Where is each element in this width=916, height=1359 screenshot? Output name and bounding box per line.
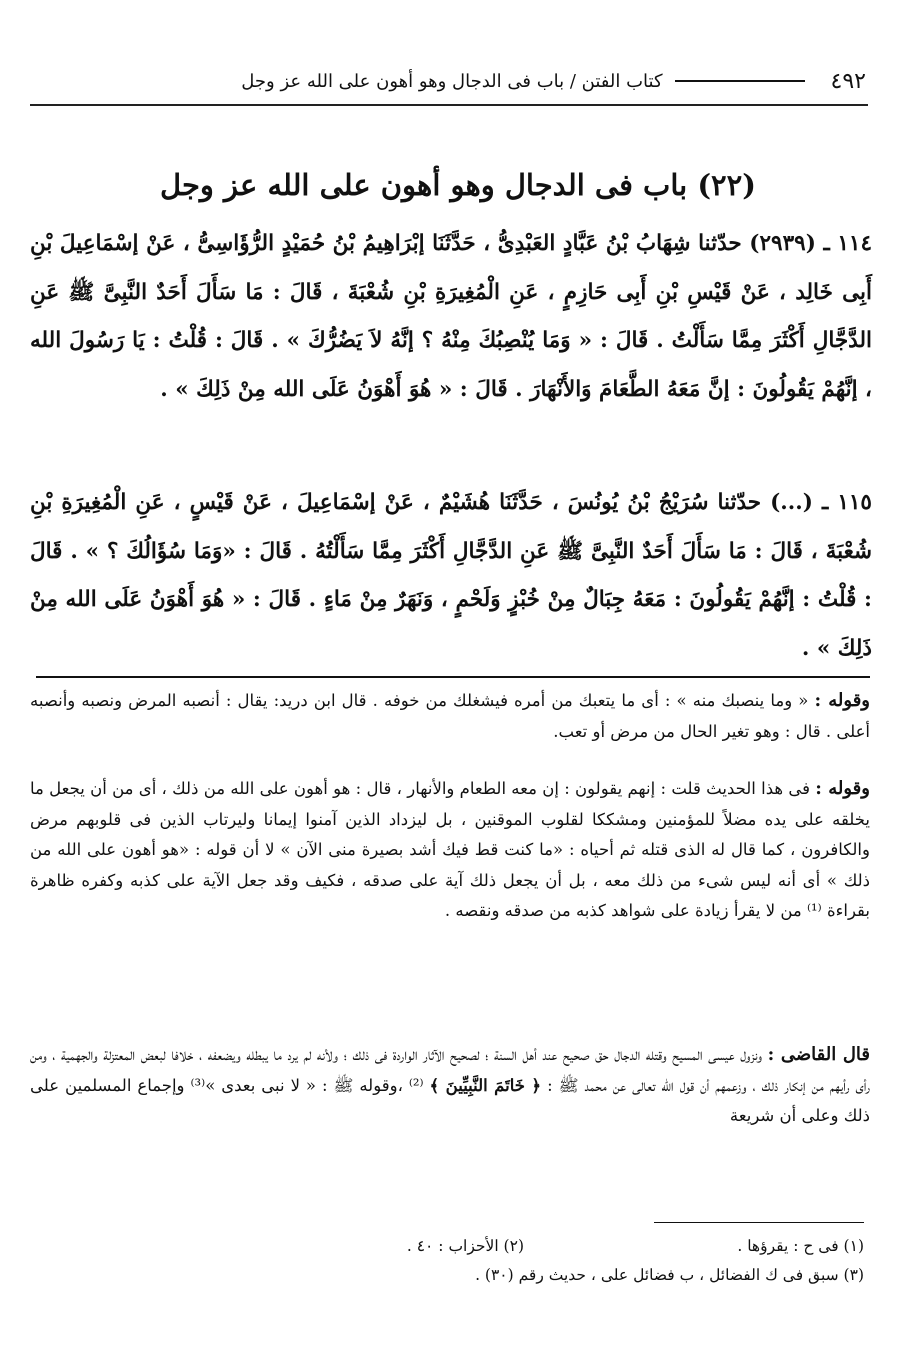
hadith-114 xyxy=(30,220,872,414)
header-divider xyxy=(30,104,868,106)
commentary-paragraph xyxy=(30,1040,870,1132)
commentary-text: فى هذا الحديث قلت : إنهم يقولون : إن معه الطعام والأنهار ، قال : هو أهون على الله من ذلك ، أى من أن يجعل ما يخلقه على يده مضلاً للمؤمنين ومشككا لقلوب الموقنين ، بل ليزداد الذين آمنوا إيمانا وليرتاب الذين فى قلوبهم مرض والكافرون ، كما قال له الذى قتله ثم أحياه : «ما كنت قط فيك أشد بصيرة منى الآن » لا أن قوله : «هو أهون على الله من ذلك » أى أنه ليس شىء من ذلك معه ، بل أن يجعل ذلك آية على صدقه ، فكيف وقد جعل الآية على كذبه وكفره ظاهرة بقراءة ⁽¹⁾ من لا يقرأ زيادة على شواهد كذبه من صدقه ونقصه . xyxy=(30,779,870,921)
commentary-lead: وقوله : xyxy=(815,778,870,799)
commentary-lead: قال القاضى : xyxy=(767,1044,870,1065)
quran-quote: ﴿ خَاتَمَ النَّبِيِّينَ ﴾ xyxy=(429,1075,542,1095)
hadith-115 xyxy=(30,479,872,673)
commentary-paragraph xyxy=(30,686,870,747)
footnote-2: (٢) الأحزاب : ٤٠ . xyxy=(406,1237,524,1255)
header-dash-rule xyxy=(675,80,805,82)
footnote-3: (٣) سبق فى ك الفضائل ، ب فضائل على ، حديث رقم (٣٠) . xyxy=(475,1266,864,1284)
page-number: ٤٩٢ xyxy=(830,68,866,94)
hadith-text: (٢٩٣٩) حدّثنا شِهَابُ بْنُ عَبَّادٍ العَبْدِىُّ ، حَدَّثَنَا إبْرَاهِيمُ بْنُ حُمَيْدٍ الرُّؤَاسِىُّ ، عَنْ إسْمَاعِيلَ بْنِ أَبِى خَالِد ، عَنْ قَيْسِ بْنِ أَبِى حَازِمٍ ، عَنِ الْمُغِيرَةِ بْنِ شُعْبَةَ ، قَالَ : مَا سَأَلَ أَحَدٌ النَّبِىَّ ﷺ عَنِ الدَّجَّالِ أَكْثَرَ مِمَّا سَأَلْتُ . قَالَ : « وَمَا يُنْصِبُكَ مِنْهُ ؟ إنَّهُ لاَ يَضُرُّكَ » . قَالَ : قُلْتُ : يَا رَسُولَ الله ، إنَّهُمْ يَقُولُونَ : إنَّ مَعَهُ الطَّعَامَ وَالأَنْهَارَ . قَالَ : « هُوَ أَهْوَنُ عَلَى الله مِنْ ذَلِكَ » . xyxy=(30,231,872,402)
footnote-row xyxy=(40,1261,864,1290)
hadith-number: ١١٤ ـ xyxy=(823,231,872,256)
commentary-lead: وقوله : xyxy=(814,690,870,711)
hadith-text: (...) حدّثنا سُرَيْجُ بْنُ يُونُسَ ، حَدَّثَنَا هُشَيْمٌ ، عَنْ إسْمَاعِيلَ ، عَنْ قَيْسٍ ، عَنِ الْمُغِيرَةِ بْنِ شُعْبَةَ ، قَالَ : مَا سَأَلَ أَحَدٌ النَّبِىَّ ﷺ عَنِ الدَّجَّالِ أَكْثَرَ مِمَّا سَأَلْتُهُ . قَالَ : «وَمَا سُؤَالُكَ ؟ » . قَالَ : قُلْتُ : إنَّهُمْ يَقُولُونَ : مَعَهُ جِبَالٌ مِنْ خُبْزٍ وَلَحْمٍ ، وَنَهَرٌ مِنْ مَاءٍ . قَالَ : « هُوَ أَهْوَنُ عَلَى الله مِنْ ذَلِكَ » . xyxy=(30,490,872,661)
commentary-text: « وما ينصبك منه » : أى ما يتعبك من أمره فيشغلك من خوفه . قال ابن دريد: يقال : أنصبه المرض ونصبه وأنصبه أعلى . قال : وهو تغير الحال من مرض أو تعب. xyxy=(30,691,870,741)
chapter-title: (٢٢) باب فى الدجال وهو أهون على الله عز وجل xyxy=(160,168,756,202)
footnote-1: (١) فى ح : يقرؤها . xyxy=(737,1237,864,1255)
footnotes xyxy=(40,1232,864,1290)
footnote-divider xyxy=(654,1222,864,1223)
hadith-number: ١١٥ ـ xyxy=(821,490,872,515)
running-title: كتاب الفتن / باب فى الدجال وهو أهون على الله عز وجل xyxy=(241,70,663,92)
commentary-text-continued: ⁽²⁾ ،وقوله ﷺ : « لا نبى بعدى »⁽³⁾ وإجماع المسلمين على ذلك وعلى أن شريعة xyxy=(30,1075,870,1126)
commentary-text: ونزول عيسى المسيح وقتله الدجال حق صحيح عند أهل السنة ؛ لصحيح الآثار الواردة فى ذلك ؛ ولأنه لم يرد ما يبطله ويضعفه ، خلافا لبعض المعتزلة والجهمية ، ومن رأى رأيهم من إنكار ذلك ، وزعمهم أن قول الله تعالى عن محمد ﷺ : xyxy=(30,1045,871,1095)
commentary-divider xyxy=(36,676,870,678)
running-header xyxy=(38,64,866,98)
footnote-row xyxy=(40,1232,864,1261)
commentary-paragraph xyxy=(30,774,870,927)
